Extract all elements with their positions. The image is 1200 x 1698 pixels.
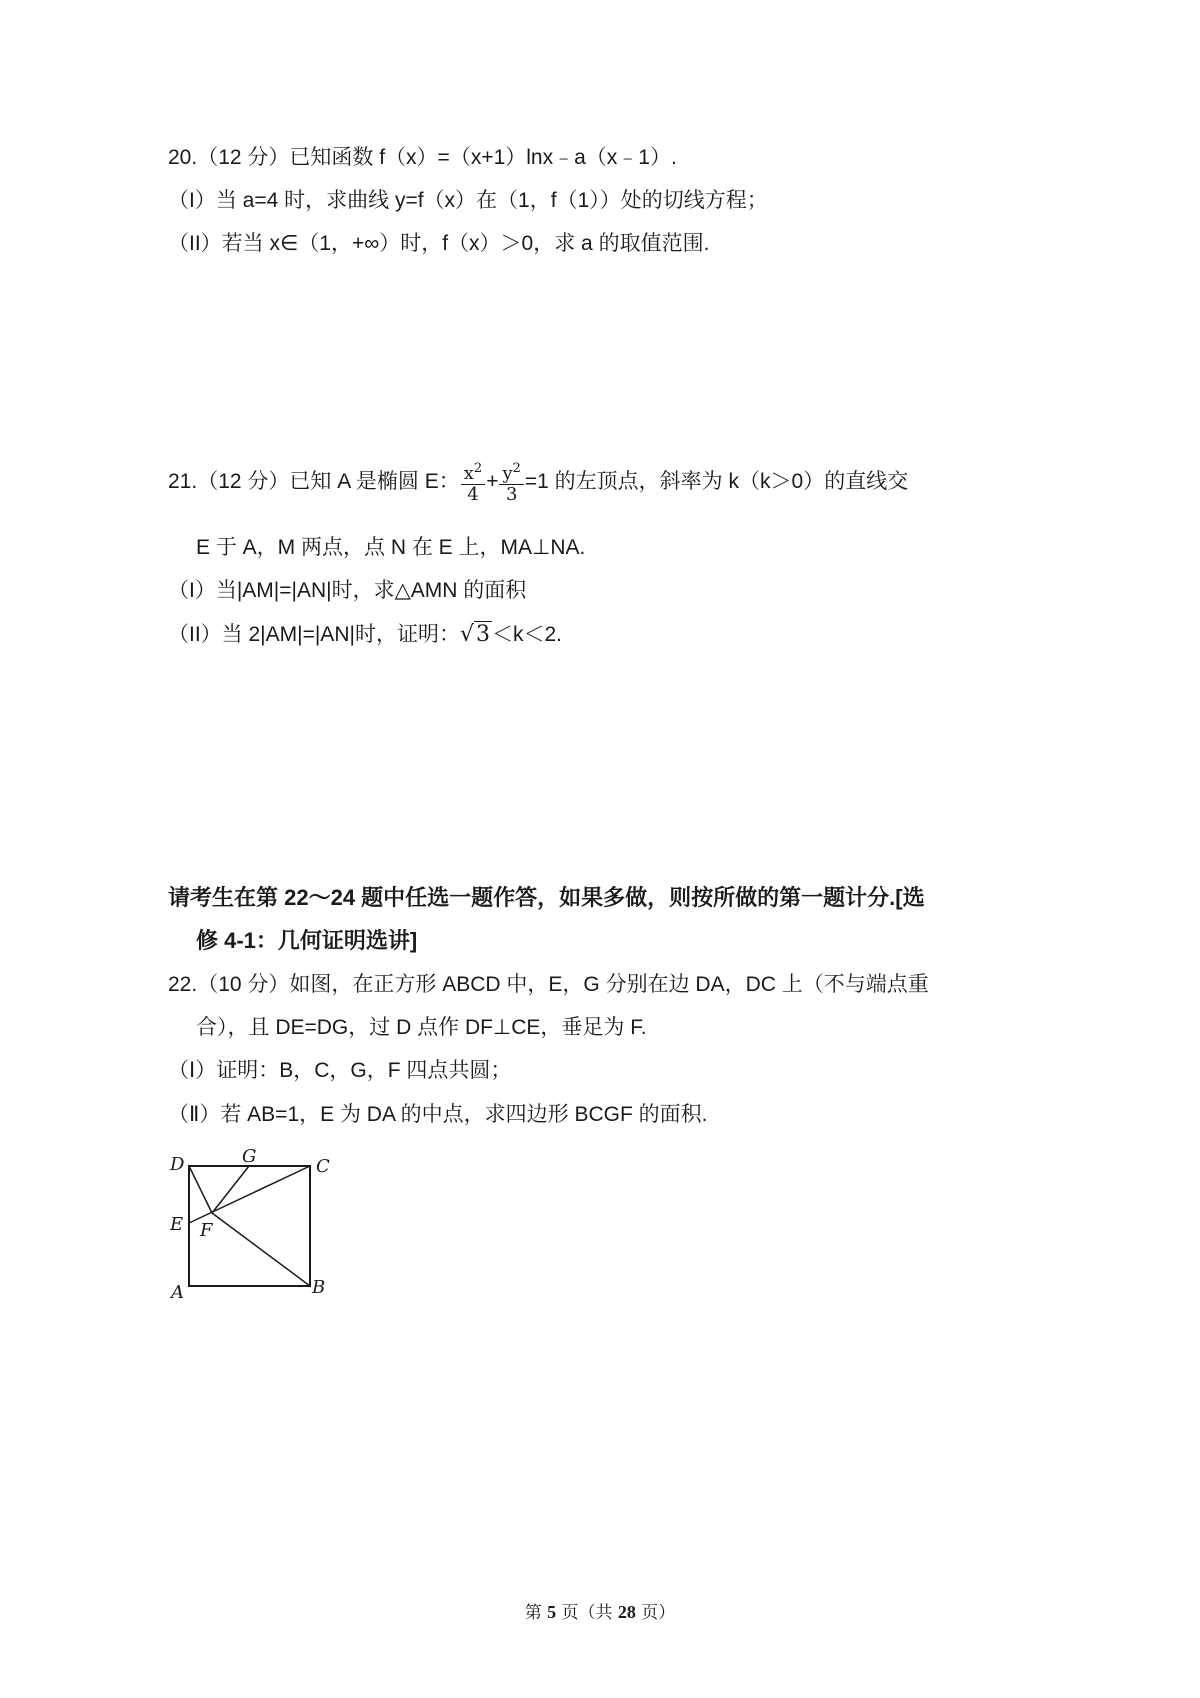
q21-stem [168,452,908,512]
label-e: E [170,1214,184,1235]
label-g: G [242,1146,257,1167]
frac2-numerator: y [502,463,513,485]
segment-fb [212,1213,310,1286]
label-f: F [200,1220,213,1241]
plus-sign: + [486,470,499,493]
elective-instruction-line2: 修 4-1：几何证明选讲] [196,928,418,953]
fraction-x2-over-4 [461,459,485,505]
segment-fg [212,1166,249,1213]
fraction-y2-over-3 [499,459,523,505]
q20-part1: （I）当 a=4 时，求曲线 y=f（x）在（1，f（1））处的切线方程； [168,189,768,212]
segment-ec [189,1166,310,1223]
q21-part1: （I）当|AM|=|AN|时，求△AMN 的面积 [168,579,527,602]
frac1-numerator: x [463,463,474,485]
page-footer [0,1598,1200,1623]
q22-part2: （Ⅱ）若 AB=1，E 为 DA 的中点，求四边形 BCGF 的面积. [168,1103,708,1126]
q20-stem: 20.（12 分）已知函数 f（x）=（x+1）lnx﹣a（x﹣1）. [168,146,677,169]
segment-df [189,1166,212,1213]
q21-part2-before: （II）当 2|AM|=|AN|时，证明： [168,623,460,646]
footer-middle: 页（共 [556,1603,618,1623]
q22-stem: 22.（10 分）如图，在正方形 ABCD 中，E，G 分别在边 DA，DC 上（不与端点重 [168,973,929,996]
sqrt-radicand: 3 [475,622,490,647]
footer-suffix: 页） [635,1603,676,1623]
footer-prefix: 第 [524,1603,548,1623]
q21-stem-after: =1 的左顶点，斜率为 k（k＞0）的直线交 [524,470,909,493]
label-b: B [312,1277,326,1298]
total-pages: 28 [617,1602,636,1622]
q22-part1: （Ⅰ）证明：B，C，G，F 四点共圆； [168,1059,512,1082]
q21-part2-after: ＜k＜2. [491,623,562,646]
q20-part2: （II）若当 x∈（1，+∞）时，f（x）＞0，求 a 的取值范围. [168,232,710,255]
label-c: C [316,1156,330,1177]
page-number: 5 [547,1602,557,1622]
square-abcd-figure [170,1146,344,1303]
label-d: D [170,1154,185,1175]
frac2-exponent: 2 [512,461,521,477]
sqrt-3 [460,621,492,647]
q21-part2 [168,620,562,650]
label-a: A [171,1282,184,1303]
q21-stem-before: 21.（12 分）已知 A 是椭圆 E： [168,470,460,493]
sqrt-sign: √ [459,622,474,647]
frac1-exponent: 2 [473,461,483,477]
q21-stem-cont: E 于 A，M 两点，点 N 在 E 上，MA⊥NA. [196,536,586,559]
q22-stem-cont: 合），且 DE=DG，过 D 点作 DF⊥CE，垂足为 F. [196,1016,647,1039]
frac1-denominator: 4 [467,484,479,506]
frac2-denominator: 3 [505,484,518,506]
elective-instruction-line1: 请考生在第 22～24 题中任选一题作答，如果多做，则按所做的第一题计分.[选 [168,885,925,910]
